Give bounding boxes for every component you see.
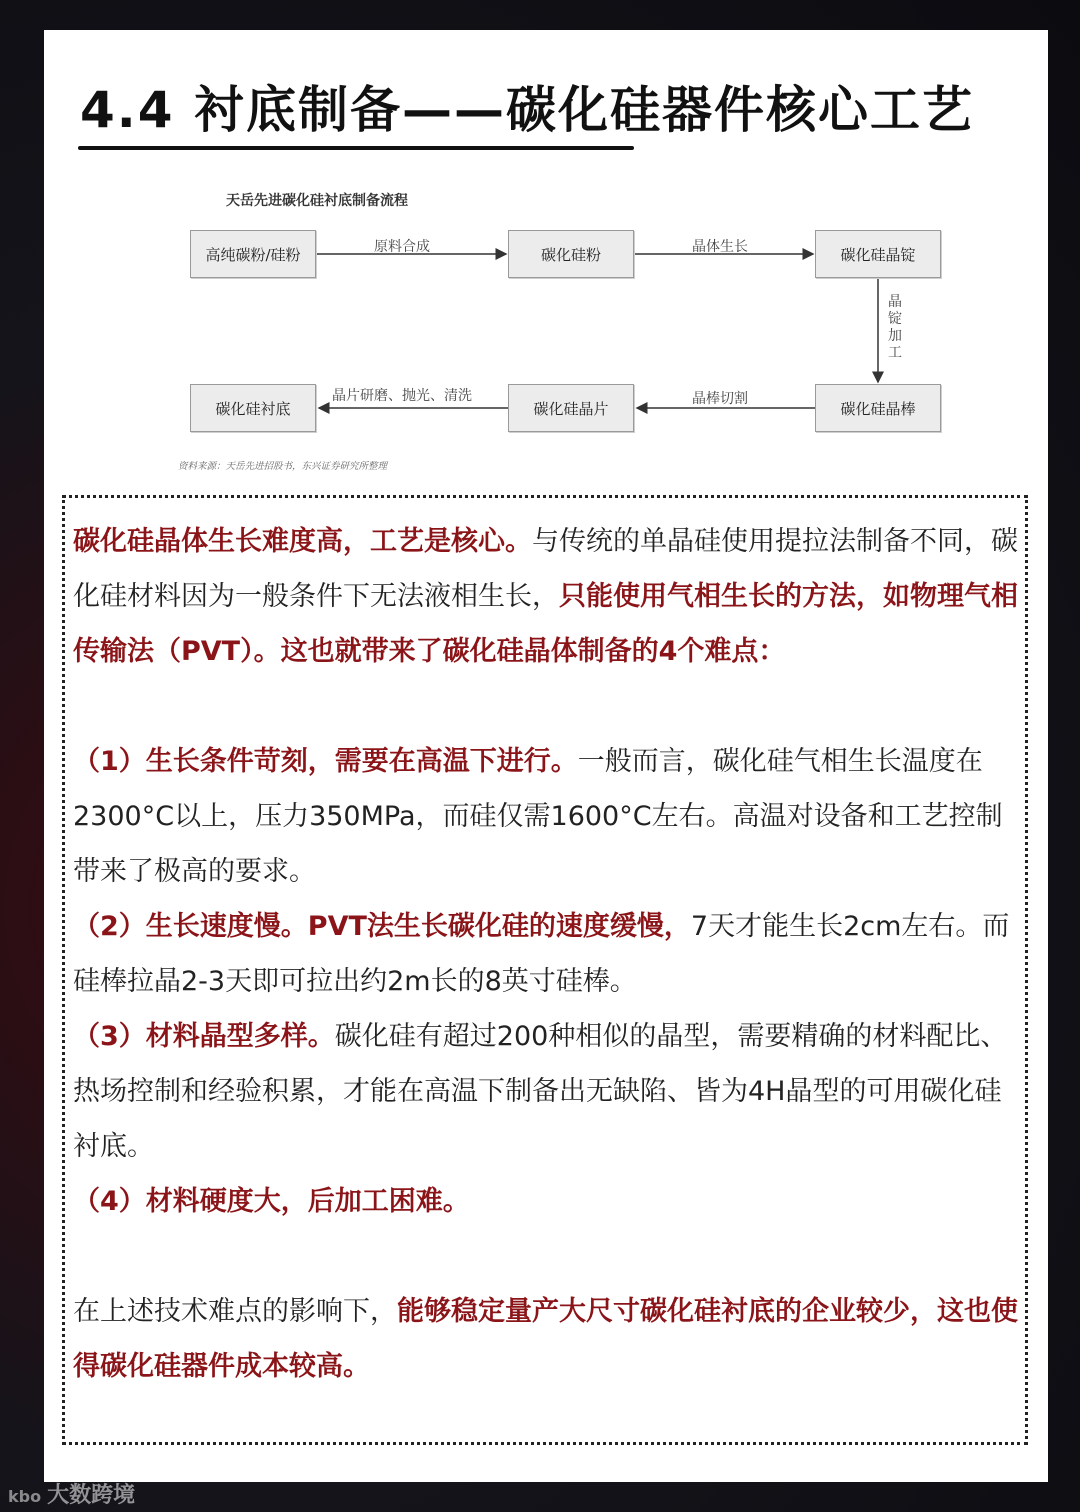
body-text-box bbox=[62, 495, 1028, 1445]
flowchart-title: 天岳先进碳化硅衬底制备流程 bbox=[226, 193, 408, 209]
watermark-logo: kbo bbox=[8, 1487, 42, 1506]
flow-node-sic-boule: 碳化硅晶棒 bbox=[815, 384, 941, 432]
flow-node-sic-ingot: 碳化硅晶锭 bbox=[815, 230, 941, 278]
intro-paragraph: 碳化硅晶体生长难度高，工艺是核心。与传统的单晶硅使用提拉法制备不同，碳化硅材料因为一般条件下无法液相生长，只能使用气相生长的方法，如物理气相传输法（PVT）。这也就带来了碳化硅晶体制备的4个难点： bbox=[73, 526, 1018, 667]
difficulty-1: （1）生长条件苛刻，需要在高温下进行。一般而言，碳化硅气相生长温度在2300°C以上，压力350MPa，而硅仅需1600°C左右。高温对设备和工艺控制带来了极高的要求。 bbox=[73, 746, 1003, 887]
difficulty-3: （3）材料晶型多样。碳化硅有超过200种相似的晶型，需要精确的材料配比、热场控制和经验积累，才能在高温下制备出无缺陷、皆为4H晶型的可用碳化硅衬底。 bbox=[73, 1021, 1008, 1162]
conclusion-paragraph: 在上述技术难点的影响下，能够稳定量产大尺寸碳化硅衬底的企业较少，这也使得碳化硅器件成本较高。 bbox=[73, 1296, 1018, 1382]
difficulty-4: （4）材料硬度大，后加工困难。 bbox=[73, 1186, 470, 1217]
flow-node-raw-powder: 高纯碳粉/硅粉 bbox=[190, 230, 316, 278]
edge-label-ingot-processing: 晶 锭 加 工 bbox=[888, 294, 902, 361]
flowchart-source-note: 资料来源：天岳先进招股书，东兴证券研究所整理 bbox=[178, 461, 388, 472]
edge-label-cutting: 晶棒切割 bbox=[692, 391, 748, 407]
edge-label-synthesis: 原料合成 bbox=[374, 239, 430, 255]
edge-label-growth: 晶体生长 bbox=[692, 239, 748, 255]
flow-node-sic-substrate: 碳化硅衬底 bbox=[190, 384, 316, 432]
watermark-text: 大数跨境 bbox=[47, 1483, 136, 1508]
watermark bbox=[8, 1478, 135, 1509]
flow-node-sic-powder: 碳化硅粉 bbox=[508, 230, 634, 278]
title-underline bbox=[78, 146, 634, 150]
difficulty-2: （2）生长速度慢。PVT法生长碳化硅的速度缓慢，7天才能生长2cm左右。而硅棒拉晶2-3天即可拉出约2m长的8英寸硅棒。 bbox=[73, 911, 1010, 997]
flow-node-sic-wafer: 碳化硅晶片 bbox=[508, 384, 634, 432]
page-title: 4.4 衬底制备——碳化硅器件核心工艺 bbox=[80, 81, 974, 139]
edge-label-polishing: 晶片研磨、抛光、清洗 bbox=[332, 388, 472, 404]
content-card bbox=[44, 30, 1048, 1482]
